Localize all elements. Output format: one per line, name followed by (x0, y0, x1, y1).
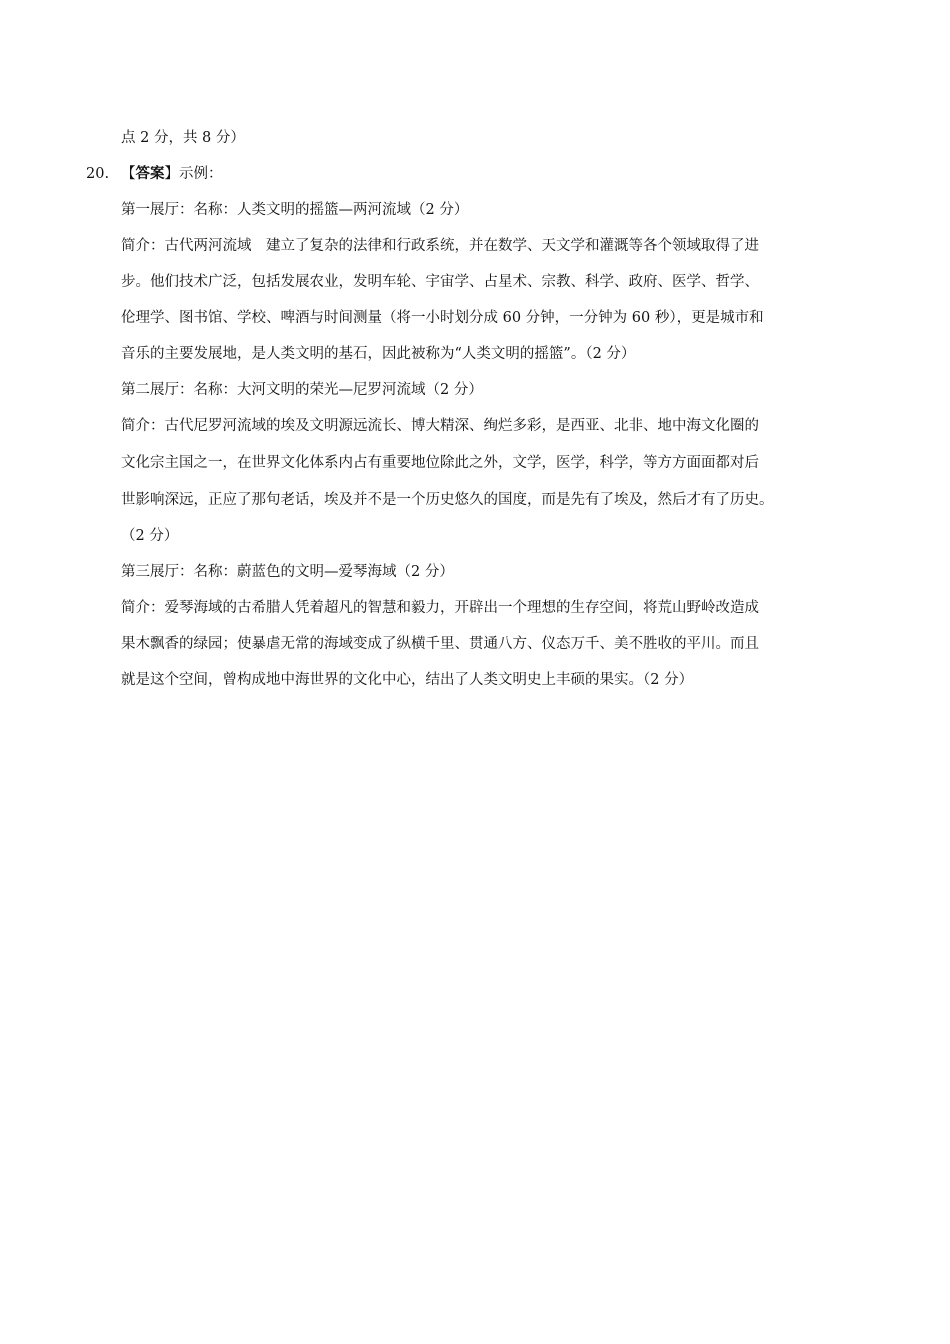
hall-3-title: 第三展厅：名称：蔚蓝色的文明—爱琴海域（2 分） (121, 564, 454, 580)
hall-2-intro-line-3: 世影响深远，正应了那句老话，埃及并不是一个历史悠久的国度，而是先有了埃及，然后才有了历史。 (121, 492, 774, 508)
hall-2-intro-line-4: （2 分） (121, 528, 179, 544)
bracket-open: 【 (121, 166, 136, 182)
answer-header (121, 164, 881, 184)
hall-3-intro-line-3: 就是这个空间，曾构成地中海世界的文化中心，结出了人类文明史上丰硕的果实。（2 分） (121, 672, 694, 688)
question-number: 20. (86, 166, 110, 182)
example-label: 示例： (179, 166, 223, 182)
hall-3-intro-line-2: 果木飘香的绿园；使暴虐无常的海域变成了纵横千里、贯通八方、仪态万千、美不胜收的平川。而且 (121, 636, 759, 652)
hall-3-intro-line-1: 简介：爱琴海域的古希腊人凭着超凡的智慧和毅力，开辟出一个理想的生存空间，将荒山野岭改造成 (121, 600, 759, 616)
hall-1-intro-line-1: 简介：古代两河流域 建立了复杂的法律和行政系统，并在数学、天文学和灌溉等各个领域取得了进 (121, 238, 759, 254)
previous-answer-tail: 点 2 分，共 8 分） (121, 130, 245, 146)
hall-2-title: 第二展厅：名称：大河文明的荣光—尼罗河流域（2 分） (121, 382, 483, 398)
hall-1-intro-line-3: 伦理学、图书馆、学校、啤酒与时间测量（将一小时划分成 60 分钟，一分钟为 60 秒），更是城市和 (121, 310, 764, 326)
bracket-close: 】 (164, 166, 179, 182)
hall-1-intro-line-4: 音乐的主要发展地，是人类文明的基石，因此被称为“人类文明的摇篮”。（2 分） (121, 346, 636, 362)
hall-2-intro-line-2: 文化宗主国之一，在世界文化体系内占有重要地位除此之外，文学，医学，科学，等方方面面都对后 (121, 455, 759, 471)
hall-1-intro-line-2: 步。他们技术广泛，包括发展农业，发明车轮、宇宙学、占星术、宗教、科学、政府、医学、哲学、 (121, 274, 759, 290)
hall-1-title: 第一展厅：名称：人类文明的摇篮—两河流域（2 分） (121, 202, 469, 218)
answer-label: 答案 (135, 165, 165, 182)
hall-2-intro-line-1: 简介：古代尼罗河流域的埃及文明源远流长、博大精深、绚烂多彩，是西亚、北非、地中海文化圈的 (121, 418, 759, 434)
